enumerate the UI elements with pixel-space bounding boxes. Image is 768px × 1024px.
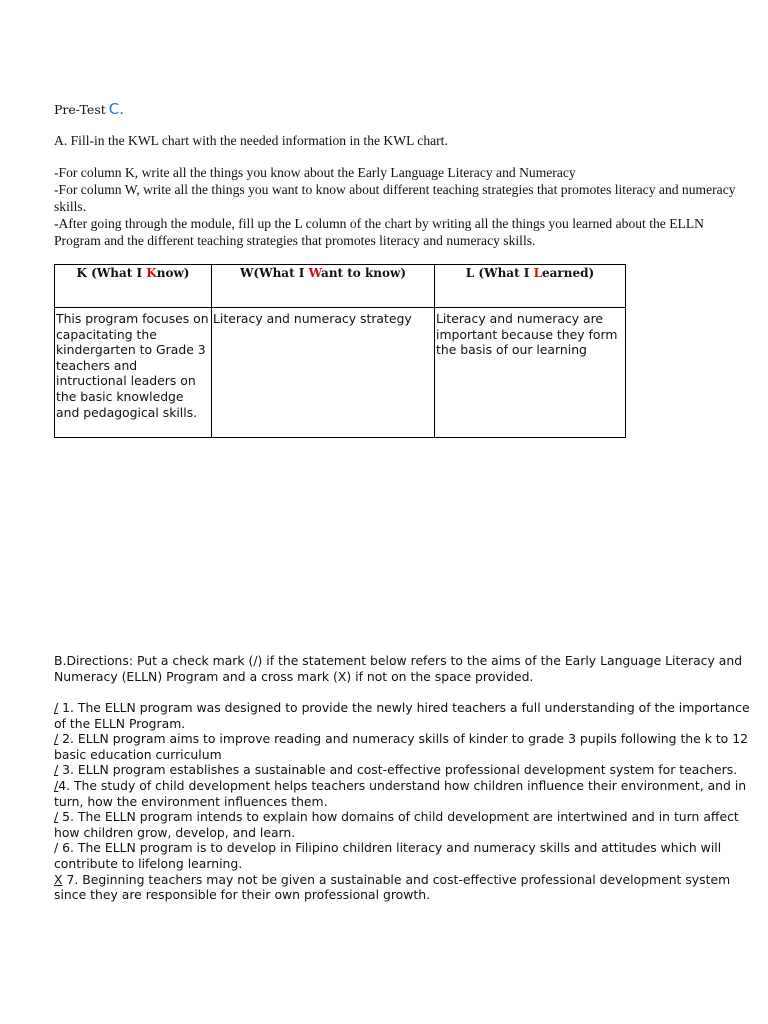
part-a-title: A. Fill-in the KWL chart with the needed information in the KWL chart.	[54, 133, 448, 148]
kwl-cell-k: This program focuses on capacitating the kindergarten to Grade 3 teachers and intructional leaders on the basic knowledge and pedagogical skills.	[55, 308, 212, 438]
instruction-w: -For column W, write all the things you want to know about different teaching strategies that promotes literacy and numeracy skills.	[54, 182, 736, 214]
kwl-cell-l: Literacy and numeracy are important because they form the basis of our learning	[435, 308, 626, 438]
list-item: X 7. Beginning teachers may not be given a sustainable and cost-effective professional development system since they are responsible for their own professional growth.	[54, 871, 731, 903]
pretest-heading	[54, 100, 124, 118]
handwritten-answer: C.	[108, 100, 125, 118]
answer-mark: /	[54, 809, 59, 825]
answer-mark: /	[54, 777, 59, 793]
answer-mark: /	[54, 700, 59, 715]
part-b-directions: B.Directions: Put a check mark (/) if the statement below refers to the aims of the Early Language Literacy and Numeracy (ELLN) Program and a cross mark (X) if not on the space provided.	[54, 653, 743, 684]
kwl-header-l: L (What I Learned)	[435, 265, 626, 308]
list-item: / 2. ELLN program aims to improve reading and numeracy skills of kinder to grade 3 pupils following the k to 12 basic education curriculum	[54, 731, 748, 762]
list-item: / 1. The ELLN program was designed to provide the newly hired teachers a full understanding of the importance of the ELLN Program.	[54, 700, 750, 731]
kwl-cell-w: Literacy and numeracy strategy	[212, 308, 435, 438]
instruction-k: -For column K, write all the things you know about the Early Language Literacy and Numeracy	[54, 165, 576, 180]
list-item: / 6. The ELLN program is to develop in Filipino children literacy and numeracy skills and attitudes which will contribute to lifelong learning.	[54, 840, 722, 871]
instruction-l: -After going through the module, fill up the L column of the chart by writing all the things you learned about the ELLN Program and the different teaching strategies that promotes literacy and numeracy skills.	[54, 216, 704, 248]
kwl-header-w: W(What I Want to know)	[212, 265, 435, 308]
kwl-header-k: K (What I Know)	[55, 265, 212, 308]
part-a-instructions	[54, 164, 744, 249]
answer-mark: /	[54, 762, 59, 778]
list-item: / 5. The ELLN program intends to explain how domains of child development are intertwined and in turn affect how children grow, develop, and learn.	[54, 809, 739, 840]
list-item: /4. The study of child development helps teachers understand how children influence their environment, and in turn, how the environment influences them.	[54, 777, 747, 809]
list-item: / 3. ELLN program establishes a sustainable and cost-effective professional development system for teachers.	[54, 762, 738, 778]
kwl-chart	[54, 264, 626, 438]
part-b-items	[54, 700, 754, 903]
answer-mark: X	[54, 871, 63, 887]
answer-mark: /	[54, 840, 59, 856]
answer-mark: /	[54, 731, 59, 747]
pretest-label: Pre-Test	[54, 102, 106, 117]
